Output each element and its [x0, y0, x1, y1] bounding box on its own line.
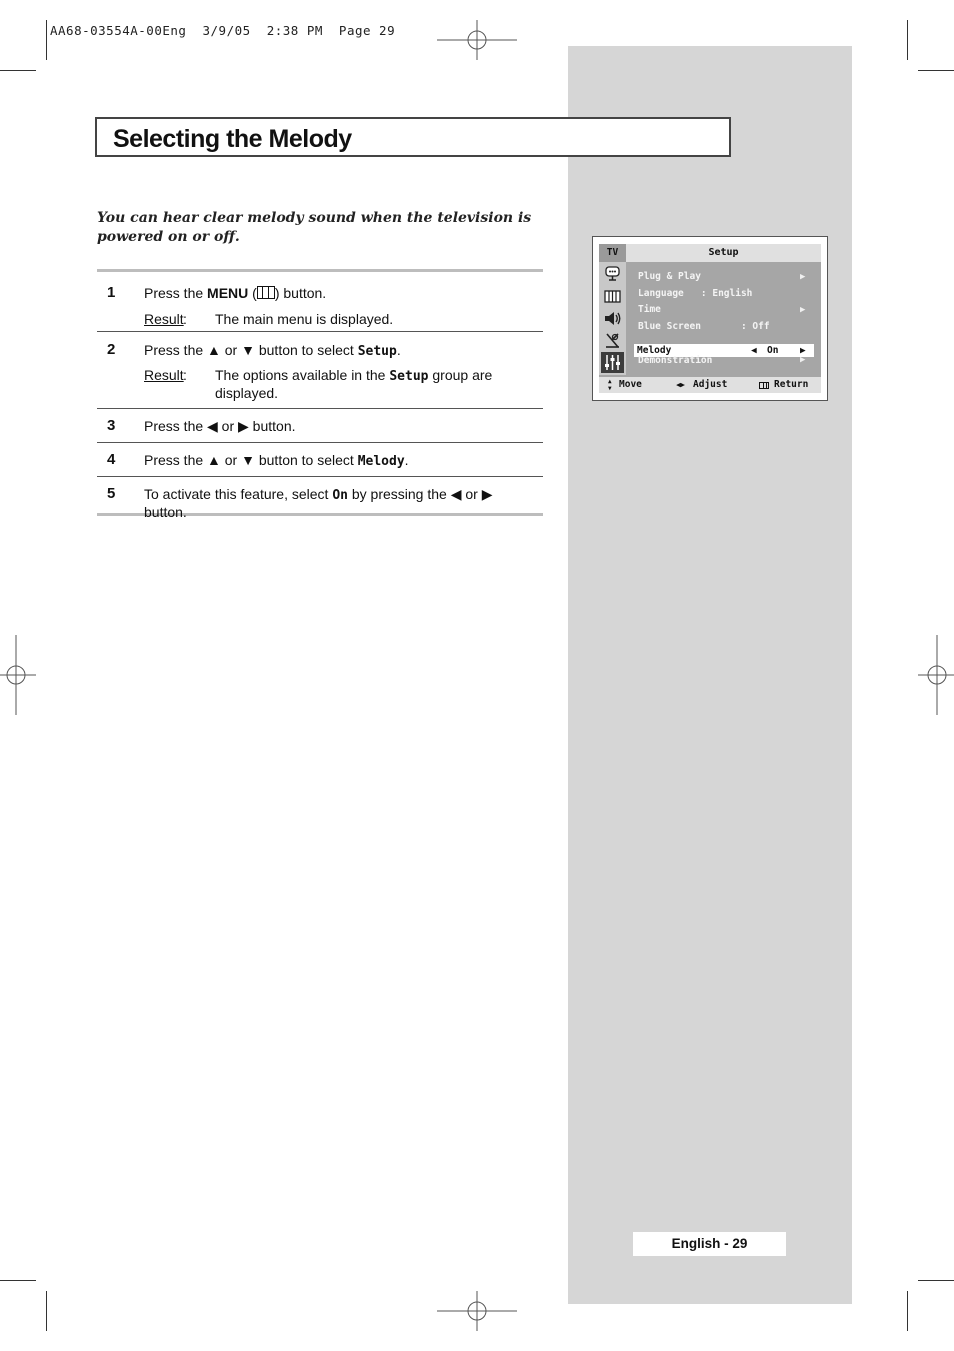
- crop-mark: [46, 20, 47, 60]
- step-instruction: Press the ▲ or ▼ button to select Melody.: [144, 452, 409, 469]
- step-instruction: Press the MENU ( ) button.: [144, 285, 327, 301]
- step-instruction: Press the ◀ or ▶ button.: [144, 418, 296, 434]
- title-box: [95, 117, 731, 157]
- right-arrow-icon: ▶: [800, 272, 806, 282]
- result-text: The main menu is displayed.: [215, 311, 394, 327]
- crop-mark: [0, 70, 36, 71]
- move-icon: ▲▼: [608, 378, 612, 392]
- input-icon: [603, 265, 622, 284]
- steps-table: [97, 269, 543, 520]
- osd-header: [599, 244, 821, 262]
- setup-icon: [601, 352, 624, 373]
- step-number: 5: [107, 485, 116, 502]
- registration-mark-top: [437, 20, 517, 60]
- result-colon: :: [183, 311, 187, 327]
- osd-screen: [599, 244, 821, 393]
- menu-button-icon: [257, 286, 275, 299]
- page-number-badge: English - 29: [633, 1232, 786, 1256]
- right-arrow-icon: ▶: [800, 355, 806, 365]
- crop-mark: [907, 20, 908, 60]
- osd-footer: [599, 377, 821, 393]
- step-2: [97, 332, 543, 408]
- osd-item-time[interactable]: Time: [638, 304, 661, 315]
- return-icon: [759, 382, 769, 389]
- osd-footer-return: Return: [774, 379, 809, 390]
- registration-mark-left: [0, 635, 36, 715]
- registration-mark-right: [918, 635, 954, 715]
- osd-footer-move: Move: [619, 379, 642, 390]
- left-arrow-icon: ◀: [751, 345, 757, 356]
- step-4: [97, 443, 543, 476]
- sound-icon: [603, 309, 622, 328]
- step-instruction: To activate this feature, select On by pressing the ◀ or ▶ button.: [144, 486, 493, 520]
- step-number: 4: [107, 451, 116, 468]
- adjust-icon: ◀▶: [676, 380, 686, 389]
- osd-selected-value: On: [767, 345, 779, 356]
- crop-mark: [46, 1291, 47, 1331]
- page-title: Selecting the Melody: [113, 125, 352, 153]
- step-1: [97, 272, 543, 331]
- step-number: 3: [107, 417, 116, 434]
- osd-item-plug-and-play[interactable]: Plug & Play: [638, 271, 701, 282]
- result-label: Result: [144, 367, 184, 383]
- picture-icon: [603, 287, 622, 306]
- osd-item-language[interactable]: Language : English: [638, 288, 753, 299]
- osd-menu-title: Setup: [708, 247, 739, 258]
- step-number: 2: [107, 341, 116, 358]
- osd-item-blue-screen[interactable]: Blue Screen : Off: [638, 321, 770, 332]
- result-label: Result: [144, 311, 184, 327]
- channel-icon: [603, 331, 622, 350]
- crop-mark: [0, 1280, 36, 1281]
- step-5: [97, 477, 543, 520]
- step-3: [97, 409, 543, 442]
- side-panel: [568, 46, 852, 1304]
- crop-mark: [918, 1280, 954, 1281]
- intro-text: You can hear clear melody sound when the television is powered on or off.: [97, 210, 532, 245]
- result-text: The options available in the Setup group are displayed.: [215, 367, 493, 401]
- osd-footer-adjust: Adjust: [693, 379, 728, 390]
- osd-screen-frame: [592, 236, 828, 401]
- osd-item-demonstration[interactable]: Demonstration: [638, 355, 713, 366]
- crop-mark: [918, 70, 954, 71]
- registration-mark-bottom: [437, 1291, 517, 1331]
- crop-mark: [907, 1291, 908, 1331]
- right-arrow-icon: ▶: [800, 305, 806, 315]
- print-header: AA68-03554A-00Eng 3/9/05 2:38 PM Page 29: [50, 23, 396, 38]
- step-number: 1: [107, 284, 116, 301]
- osd-icon-column: [599, 262, 626, 375]
- osd-tv-label: TV: [599, 244, 626, 262]
- osd-selected-label: Melody: [637, 345, 672, 356]
- result-colon: :: [183, 367, 187, 383]
- right-arrow-icon: ▶: [800, 345, 806, 356]
- step-instruction: Press the ▲ or ▼ button to select Setup.: [144, 342, 401, 359]
